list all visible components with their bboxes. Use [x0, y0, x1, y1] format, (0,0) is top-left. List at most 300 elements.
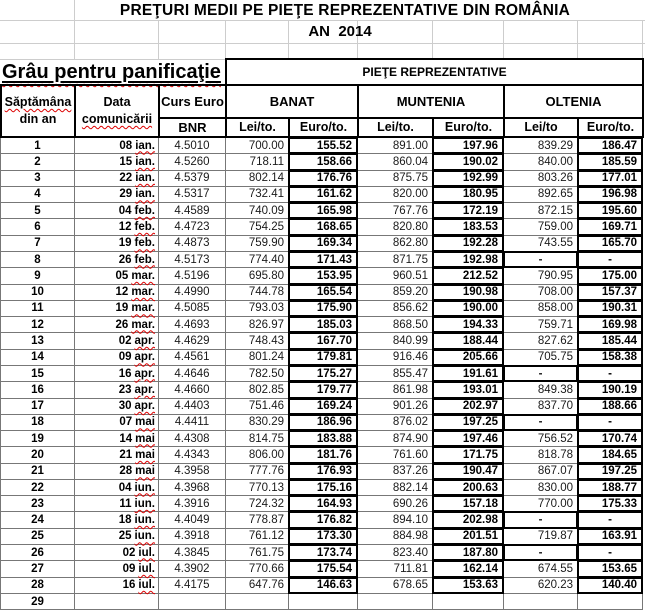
banat-euro-cell: 176.82: [288, 511, 358, 528]
date-cell: [75, 366, 159, 382]
date-day: 15: [119, 155, 133, 168]
oltenia-lei-cell: 719.87: [504, 529, 578, 545]
week-cell: 20: [1, 447, 75, 463]
banat-lei-cell: [226, 594, 289, 610]
muntenia-euro-cell: 190.00: [432, 300, 504, 317]
oltenia-lei-cell: -: [503, 251, 578, 268]
date-cell: [75, 236, 159, 252]
unit-header-oltenia-lei: Lei/to: [503, 117, 579, 138]
exchange-rate-cell: 4.5379: [159, 171, 226, 187]
exchange-rate-cell: 4.4589: [159, 203, 226, 219]
banat-lei-cell: 754.25: [226, 219, 289, 235]
date-day: 16: [122, 579, 136, 592]
banat-euro-cell: 165.98: [288, 202, 358, 219]
oltenia-lei-cell: 830.00: [504, 480, 578, 496]
muntenia-lei-cell: 862.80: [358, 236, 433, 252]
muntenia-lei-cell: 876.02: [358, 415, 433, 431]
banat-lei-cell: 718.11: [226, 154, 289, 170]
date-day: 19: [115, 302, 129, 315]
banat-lei-cell: 724.32: [226, 496, 289, 512]
exchange-rate-cell: 4.5010: [159, 138, 226, 154]
date-cell: [75, 529, 159, 545]
oltenia-lei-cell: -: [503, 511, 578, 528]
banat-lei-cell: 751.46: [226, 399, 289, 415]
banat-lei-cell: 770.66: [226, 561, 289, 577]
banat-lei-cell: 761.12: [226, 529, 289, 545]
exchange-rate-cell: 4.3918: [159, 529, 226, 545]
exchange-rate-cell: 4.5173: [159, 252, 226, 268]
col-header-bnr: BNR: [158, 117, 227, 138]
muntenia-lei-cell: 960.51: [358, 268, 433, 284]
muntenia-lei-cell: 820.00: [358, 187, 433, 203]
oltenia-lei-cell: 867.07: [504, 464, 578, 480]
date-cell: [75, 447, 159, 463]
oltenia-lei-cell: -: [503, 365, 578, 382]
date-day: 02: [118, 335, 132, 348]
week-cell: 16: [1, 382, 75, 398]
date-cell: [75, 301, 159, 317]
banat-euro-cell: 183.88: [288, 430, 358, 447]
date-month: iun.: [134, 497, 155, 510]
exchange-rate-cell: 4.4646: [159, 366, 226, 382]
oltenia-lei-cell: 818.78: [504, 447, 578, 463]
date-month: iul.: [138, 546, 155, 559]
oltenia-lei-cell: 892.65: [504, 187, 578, 203]
gridline: [0, 43, 645, 44]
date-month: mai: [135, 416, 155, 429]
oltenia-euro-cell: -: [577, 544, 643, 561]
date-month: ian.: [135, 188, 155, 201]
region-header-oltenia: OLTENIA: [503, 84, 644, 119]
muntenia-euro-cell: 187.80: [432, 544, 504, 561]
unit-header-oltenia-euro: Euro/to.: [577, 117, 644, 138]
date-cell: [75, 203, 159, 219]
muntenia-euro-cell: 171.75: [432, 446, 504, 463]
date-month: iul.: [138, 579, 155, 592]
date-day: 12: [115, 286, 129, 299]
date-month: iun.: [134, 514, 155, 527]
date-month: mar.: [131, 302, 155, 315]
muntenia-lei-cell: 678.65: [358, 578, 433, 594]
date-month: mai: [135, 465, 155, 478]
oltenia-euro-cell: 140.40: [577, 577, 643, 594]
date-day: 18: [118, 514, 132, 527]
date-day: 16: [118, 367, 132, 380]
date-cell: [75, 187, 159, 203]
date-month: mar.: [131, 318, 155, 331]
price-table: [0, 138, 643, 610]
oltenia-lei-cell: 620.23: [504, 578, 578, 594]
muntenia-lei-cell: 882.14: [358, 480, 433, 496]
muntenia-euro-cell: 201.51: [432, 528, 504, 545]
unit-header-banat-euro: Euro/to.: [288, 117, 359, 138]
exchange-rate-cell: 4.5196: [159, 268, 226, 284]
date-cell: [75, 480, 159, 496]
banat-lei-cell: 744.78: [226, 285, 289, 301]
week-cell: 11: [1, 301, 75, 317]
date-day: 14: [119, 432, 133, 445]
banat-euro-cell: 175.27: [288, 365, 358, 382]
exchange-rate-cell: 4.3902: [159, 561, 226, 577]
oltenia-lei-cell: -: [503, 544, 578, 561]
oltenia-euro-cell: 184.65: [577, 446, 643, 463]
date-day: 22: [119, 172, 133, 185]
banat-lei-cell: 770.13: [226, 480, 289, 496]
banat-lei-cell: 777.76: [226, 464, 289, 480]
banat-lei-cell: 759.90: [226, 236, 289, 252]
oltenia-lei-cell: 858.00: [504, 301, 578, 317]
exchange-rate-cell: 4.3968: [159, 480, 226, 496]
exchange-rate-cell: 4.5085: [159, 301, 226, 317]
date-cell: [75, 496, 159, 512]
oltenia-lei-cell: 743.55: [504, 236, 578, 252]
banat-euro-cell: 179.81: [288, 349, 358, 366]
banat-lei-cell: 793.03: [226, 301, 289, 317]
date-day: 28: [119, 465, 133, 478]
banat-euro-cell: 175.16: [288, 479, 358, 496]
oltenia-lei-cell: 708.00: [504, 285, 578, 301]
muntenia-lei-cell: 916.46: [358, 350, 433, 366]
col-header-date: Data comunicării: [74, 84, 160, 138]
muntenia-euro-cell: 172.19: [432, 202, 504, 219]
oltenia-euro-cell: 197.25: [577, 463, 643, 480]
week-cell: 10: [1, 285, 75, 301]
date-day: 04: [118, 204, 132, 217]
muntenia-lei-cell: 875.75: [358, 171, 433, 187]
oltenia-euro-cell: 175.33: [577, 495, 643, 512]
week-cell: 15: [1, 366, 75, 382]
banat-euro-cell: 176.76: [288, 170, 358, 187]
oltenia-euro-cell: 195.60: [577, 202, 643, 219]
muntenia-euro-cell: 205.66: [432, 349, 504, 366]
exchange-rate-cell: 4.4343: [159, 447, 226, 463]
date-cell: [75, 333, 159, 349]
date-day: 05: [115, 269, 129, 282]
muntenia-euro-cell: 197.96: [432, 137, 504, 154]
exchange-rate-cell: 4.4660: [159, 382, 226, 398]
oltenia-euro-cell: -: [577, 251, 643, 268]
banat-lei-cell: 806.00: [226, 447, 289, 463]
week-cell: 9: [1, 268, 75, 284]
oltenia-euro-cell: 157.37: [577, 284, 643, 301]
banat-lei-cell: 732.41: [226, 187, 289, 203]
muntenia-euro-cell: 183.53: [432, 218, 504, 235]
muntenia-euro-cell: 190.98: [432, 284, 504, 301]
oltenia-lei-cell: 827.62: [504, 333, 578, 349]
muntenia-euro-cell: 193.01: [432, 381, 504, 398]
oltenia-lei-cell: 840.00: [504, 154, 578, 170]
banat-lei-cell: 826.97: [226, 317, 289, 333]
banat-lei-cell: 740.09: [226, 203, 289, 219]
date-day: 19: [118, 237, 132, 250]
date-day: 04: [118, 481, 132, 494]
date-cell: [75, 350, 159, 366]
week-cell: 6: [1, 219, 75, 235]
oltenia-euro-cell: [578, 594, 643, 610]
muntenia-lei-cell: 761.60: [358, 447, 433, 463]
markets-header: PIEŢE REPREZENTATIVE: [225, 58, 644, 86]
date-month: mar.: [131, 269, 155, 282]
date-month: ian.: [135, 172, 155, 185]
exchange-rate-cell: 4.5260: [159, 154, 226, 170]
week-cell: 3: [1, 171, 75, 187]
date-day: 30: [118, 400, 132, 413]
muntenia-euro-cell: 192.99: [432, 170, 504, 187]
oltenia-lei-cell: 705.75: [504, 350, 578, 366]
exchange-rate-cell: 4.4403: [159, 399, 226, 415]
banat-euro-cell: 175.54: [288, 560, 358, 577]
banat-lei-cell: 700.00: [226, 138, 289, 154]
muntenia-euro-cell: [433, 594, 504, 610]
banat-euro-cell: 171.43: [288, 251, 358, 268]
col-header-week: Săptămâna din an: [0, 84, 76, 138]
week-cell: 27: [1, 561, 75, 577]
week-cell: 29: [1, 594, 75, 610]
muntenia-lei-cell: 855.47: [358, 366, 433, 382]
muntenia-euro-cell: 190.02: [432, 153, 504, 170]
exchange-rate-cell: 4.4175: [159, 578, 226, 594]
muntenia-lei-cell: 837.26: [358, 464, 433, 480]
week-cell: 26: [1, 545, 75, 561]
exchange-rate-cell: 4.4308: [159, 431, 226, 447]
oltenia-euro-cell: 163.91: [577, 528, 643, 545]
banat-lei-cell: 802.85: [226, 382, 289, 398]
date-month: feb.: [134, 253, 155, 266]
week-cell: 7: [1, 236, 75, 252]
muntenia-euro-cell: 212.52: [432, 267, 504, 284]
date-cell: [75, 415, 159, 431]
oltenia-lei-cell: 770.00: [504, 496, 578, 512]
date-cell: [75, 268, 159, 284]
muntenia-lei-cell: 767.76: [358, 203, 433, 219]
date-cell: [75, 578, 159, 594]
muntenia-euro-cell: 162.14: [432, 560, 504, 577]
oltenia-euro-cell: 169.71: [577, 218, 643, 235]
date-cell: [75, 252, 159, 268]
muntenia-lei-cell: 884.98: [358, 529, 433, 545]
banat-euro-cell: 165.54: [288, 284, 358, 301]
date-cell: [75, 154, 159, 170]
banat-euro-cell: 173.30: [288, 528, 358, 545]
muntenia-euro-cell: 157.18: [432, 495, 504, 512]
date-day: 23: [118, 383, 132, 396]
week-cell: 28: [1, 578, 75, 594]
oltenia-euro-cell: 186.47: [577, 137, 643, 154]
muntenia-euro-cell: 202.97: [432, 398, 504, 415]
exchange-rate-cell: 4.5317: [159, 187, 226, 203]
banat-euro-cell: 169.24: [288, 398, 358, 415]
oltenia-euro-cell: -: [577, 365, 643, 382]
region-header-muntenia: MUNTENIA: [357, 84, 505, 119]
muntenia-euro-cell: 153.63: [432, 577, 504, 594]
col-header-exchange-rate: Curs Euro: [158, 84, 227, 119]
date-day: 26: [115, 318, 129, 331]
oltenia-euro-cell: 185.59: [577, 153, 643, 170]
banat-euro-cell: 146.63: [288, 577, 358, 594]
banat-euro-cell: 175.90: [288, 300, 358, 317]
date-month: ian.: [135, 155, 155, 168]
banat-lei-cell: 801.24: [226, 350, 289, 366]
muntenia-euro-cell: 192.28: [432, 235, 504, 252]
gridline: [0, 59, 225, 60]
oltenia-lei-cell: 790.95: [504, 268, 578, 284]
week-cell: 21: [1, 464, 75, 480]
banat-lei-cell: 778.87: [226, 512, 289, 528]
week-cell: 17: [1, 399, 75, 415]
date-month: apr.: [134, 383, 155, 396]
date-month: apr.: [134, 335, 155, 348]
banat-euro-cell: 176.93: [288, 463, 358, 480]
date-cell: [75, 561, 159, 577]
week-cell: 8: [1, 252, 75, 268]
exchange-rate-cell: 4.4049: [159, 512, 226, 528]
oltenia-lei-cell: 849.38: [504, 382, 578, 398]
banat-lei-cell: 814.75: [226, 431, 289, 447]
unit-header-muntenia-lei: Lei/to.: [357, 117, 434, 138]
date-day: 29: [119, 188, 133, 201]
date-cell: [75, 382, 159, 398]
oltenia-euro-cell: 165.70: [577, 235, 643, 252]
exchange-rate-cell: 4.4990: [159, 285, 226, 301]
oltenia-lei-cell: 759.00: [504, 219, 578, 235]
banat-euro-cell: 181.76: [288, 446, 358, 463]
banat-lei-cell: 695.80: [226, 268, 289, 284]
oltenia-euro-cell: 175.00: [577, 267, 643, 284]
date-cell: [75, 431, 159, 447]
oltenia-euro-cell: 169.98: [577, 316, 643, 333]
muntenia-euro-cell: 194.33: [432, 316, 504, 333]
exchange-rate-cell: 4.3916: [159, 496, 226, 512]
date-cell: [75, 594, 159, 610]
date-day: 08: [119, 139, 133, 152]
banat-lei-cell: 774.40: [226, 252, 289, 268]
banat-euro-cell: 167.70: [288, 332, 358, 349]
date-month: apr.: [134, 367, 155, 380]
oltenia-euro-cell: 153.65: [577, 560, 643, 577]
year-label: AN 2014: [308, 23, 372, 40]
date-month: iul.: [138, 562, 155, 575]
oltenia-euro-cell: -: [577, 414, 643, 431]
date-cell: [75, 512, 159, 528]
date-cell: [75, 399, 159, 415]
muntenia-lei-cell: 861.98: [358, 382, 433, 398]
oltenia-euro-cell: 190.31: [577, 300, 643, 317]
week-cell: 12: [1, 317, 75, 333]
banat-euro-cell: 168.65: [288, 218, 358, 235]
muntenia-lei-cell: 891.00: [358, 138, 433, 154]
week-cell: 25: [1, 529, 75, 545]
banat-euro-cell: 169.34: [288, 235, 358, 252]
muntenia-lei-cell: 874.90: [358, 431, 433, 447]
week-cell: 13: [1, 333, 75, 349]
oltenia-euro-cell: 188.66: [577, 398, 643, 415]
week-cell: 24: [1, 512, 75, 528]
region-header-banat: BANAT: [225, 84, 359, 119]
oltenia-lei-cell: 872.15: [504, 203, 578, 219]
date-cell: [75, 219, 159, 235]
banat-euro-cell: 161.62: [288, 186, 358, 203]
date-cell: [75, 171, 159, 187]
banat-euro-cell: 153.95: [288, 267, 358, 284]
exchange-rate-cell: 4.4411: [159, 415, 226, 431]
exchange-rate-cell: 4.3958: [159, 464, 226, 480]
gridline: [0, 20, 645, 21]
week-cell: 14: [1, 350, 75, 366]
date-month: apr.: [134, 351, 155, 364]
banat-euro-cell: [289, 594, 358, 610]
oltenia-lei-cell: [504, 594, 578, 610]
date-day: 11: [119, 497, 132, 510]
exchange-rate-cell: 4.4873: [159, 236, 226, 252]
oltenia-lei-cell: 756.52: [504, 431, 578, 447]
date-cell: [75, 464, 159, 480]
exchange-rate-cell: 4.3845: [159, 545, 226, 561]
unit-header-banat-lei: Lei/to.: [225, 117, 290, 138]
date-month: ian.: [135, 139, 155, 152]
date-day: 07: [119, 416, 133, 429]
exchange-rate-cell: 4.4693: [159, 317, 226, 333]
oltenia-euro-cell: 190.19: [577, 381, 643, 398]
week-cell: 23: [1, 496, 75, 512]
date-cell: [75, 138, 159, 154]
oltenia-lei-cell: -: [503, 414, 578, 431]
date-day: 02: [122, 546, 136, 559]
muntenia-lei-cell: 711.81: [358, 561, 433, 577]
exchange-rate-cell: 4.4629: [159, 333, 226, 349]
muntenia-lei-cell: 840.99: [358, 333, 433, 349]
banat-lei-cell: 761.75: [226, 545, 289, 561]
banat-lei-cell: 647.76: [226, 578, 289, 594]
muntenia-euro-cell: 180.95: [432, 186, 504, 203]
oltenia-lei-cell: 839.29: [504, 138, 578, 154]
exchange-rate-cell: 4.4723: [159, 219, 226, 235]
date-cell: [75, 545, 159, 561]
date-day: 12: [118, 221, 132, 234]
date-day: 21: [119, 448, 133, 461]
oltenia-euro-cell: 196.98: [577, 186, 643, 203]
banat-euro-cell: 173.74: [288, 544, 358, 561]
week-cell: 19: [1, 431, 75, 447]
muntenia-lei-cell: 860.04: [358, 154, 433, 170]
date-month: mai: [135, 448, 155, 461]
week-cell: 22: [1, 480, 75, 496]
date-cell: [75, 285, 159, 301]
banat-lei-cell: 802.14: [226, 171, 289, 187]
muntenia-lei-cell: 901.26: [358, 399, 433, 415]
banat-lei-cell: 748.43: [226, 333, 289, 349]
oltenia-lei-cell: 674.55: [504, 561, 578, 577]
oltenia-lei-cell: 837.70: [504, 399, 578, 415]
banat-euro-cell: 155.52: [288, 137, 358, 154]
date-day: 25: [118, 530, 132, 543]
week-cell: 1: [1, 138, 75, 154]
oltenia-euro-cell: 185.44: [577, 332, 643, 349]
oltenia-lei-cell: 759.71: [504, 317, 578, 333]
muntenia-lei-cell: 690.26: [358, 496, 433, 512]
week-cell: 18: [1, 415, 75, 431]
muntenia-euro-cell: 190.47: [432, 463, 504, 480]
muntenia-lei-cell: 823.40: [358, 545, 433, 561]
muntenia-euro-cell: 197.46: [432, 430, 504, 447]
date-day: 09: [118, 351, 132, 364]
oltenia-euro-cell: 177.01: [577, 170, 643, 187]
oltenia-euro-cell: 170.74: [577, 430, 643, 447]
date-day: 26: [118, 253, 132, 266]
week-cell: 2: [1, 154, 75, 170]
banat-euro-cell: 185.03: [288, 316, 358, 333]
muntenia-lei-cell: 859.20: [358, 285, 433, 301]
muntenia-euro-cell: 202.98: [432, 511, 504, 528]
